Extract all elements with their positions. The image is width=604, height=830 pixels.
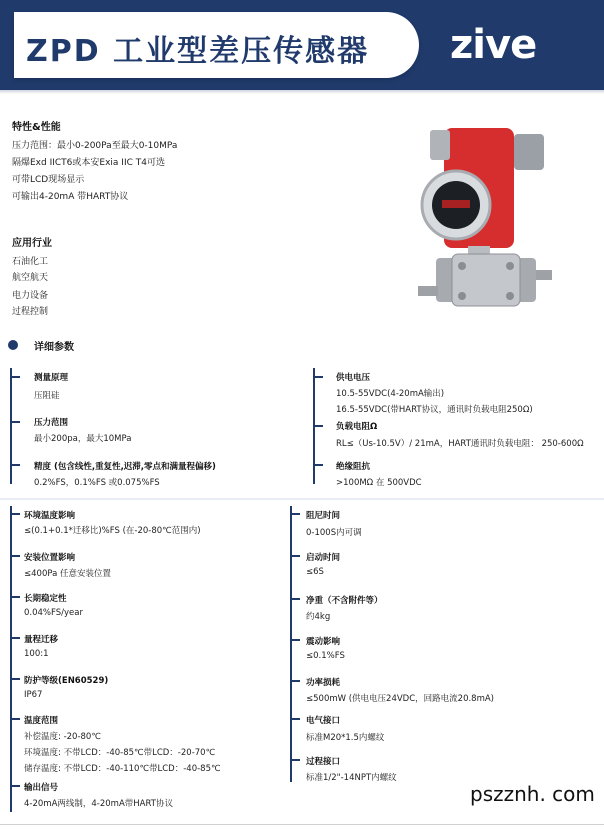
divider-bar (10, 506, 12, 812)
param-label: 精度 (包含线性,重复性,迟滞,零点和满量程偏移) (34, 462, 216, 472)
param-label: 启动时间 (306, 553, 341, 563)
param-value: ≤(0.1+0.1*迁移比)%FS (在-20-80℃范围内) (24, 526, 201, 536)
marker (10, 555, 20, 557)
marker (10, 637, 20, 639)
param-label: 功率损耗 (306, 678, 341, 688)
param-value: >100MΩ 在 500VDC (336, 478, 422, 488)
industry-item: 石油化工 (12, 257, 49, 267)
param-value: 标准M20*1.5内螺纹 (306, 733, 385, 743)
param-value: 最小200pa，最大10MPa (34, 434, 132, 444)
param-label: 压力范围 (34, 418, 69, 428)
param-label: 供电电压 (336, 373, 371, 383)
marker (290, 555, 300, 557)
marker (10, 464, 20, 466)
feature-item: 可带LCD现场显示 (12, 175, 85, 185)
param-label: 绝缘阻抗 (336, 462, 371, 472)
industry-item: 航空航天 (12, 273, 49, 283)
marker (290, 639, 300, 641)
param-value: 储存温度: 不带LCD：-40-110℃带LCD：-40-85℃ (24, 764, 221, 774)
param-label: 安装位置影响 (24, 553, 76, 563)
bottom-border (0, 824, 604, 825)
param-label: 量程迁移 (24, 635, 59, 645)
param-value: 16.5-55VDC(带HART协议，通讯时负载电阻250Ω) (336, 405, 533, 415)
param-value: 补偿温度: -20-80℃ (24, 732, 101, 742)
param-label: 净重（不含附件等） (306, 596, 383, 606)
param-value: IP67 (24, 690, 43, 700)
param-value: 0-100S内可调 (306, 528, 362, 538)
param-value: 0.2%FS，0.1%FS 或0.075%FS (34, 478, 160, 488)
param-label: 温度范围 (24, 716, 59, 726)
param-label: 长期稳定性 (24, 594, 67, 604)
industry-item: 电力设备 (12, 291, 49, 301)
param-value: ≤0.1%FS (306, 651, 345, 661)
param-label: 过程接口 (306, 757, 341, 767)
industry-item: 过程控制 (12, 307, 49, 317)
marker (10, 718, 20, 720)
param-value: 4-20mA两线制，4-20mA带HART协议 (24, 799, 173, 809)
marker (313, 464, 323, 466)
param-label: 电气接口 (306, 716, 341, 726)
divider-bar (10, 368, 12, 484)
marker (10, 513, 20, 515)
marker (313, 425, 323, 427)
marker (290, 598, 300, 600)
section-divider (0, 498, 604, 500)
param-value: ≤500mW (供电电压24VDC，回路电流20.8mA) (306, 694, 494, 704)
feature-item: 隔爆Exd IICT6或本安Exia IIC T4可选 (12, 158, 165, 168)
param-label: 环境温度影响 (24, 511, 76, 521)
param-value: 压阻硅 (34, 391, 60, 401)
param-label: 负载电阻Ω (336, 422, 378, 432)
page-title: ZPD 工业型差压传感器 (26, 34, 370, 69)
watermark-text: pszznh. com (470, 782, 595, 806)
param-label: 测量原理 (34, 373, 69, 383)
feature-item: 压力范围：最小0-200Pa至最大0-10MPa (12, 141, 178, 151)
param-value: ≤6S (306, 567, 324, 577)
param-value: 0.04%FS/year (24, 608, 83, 618)
marker (290, 680, 300, 682)
brand-logo: zive (450, 22, 537, 68)
marker (290, 759, 300, 761)
marker (10, 376, 20, 378)
header-banner (0, 0, 604, 90)
param-value: ≤400Pa 任意安装位置 (24, 569, 112, 579)
features-title: 特性&性能 (12, 122, 61, 133)
marker (313, 376, 323, 378)
param-value: 100:1 (24, 649, 49, 659)
param-label: 阻尼时间 (306, 511, 341, 521)
marker (10, 596, 20, 598)
product-image (396, 120, 566, 320)
marker (10, 785, 20, 787)
param-value: 环境温度: 不带LCD：-40-85℃带LCD：-20-70℃ (24, 748, 216, 758)
marker (10, 421, 20, 423)
marker (10, 678, 20, 680)
marker (290, 513, 300, 515)
param-value: 约4kg (306, 612, 331, 622)
param-value: 标准1/2"-14NPT内螺纹 (306, 773, 397, 783)
marker (290, 718, 300, 720)
header-shadow (0, 90, 604, 94)
param-label: 防护等级(EN60529) (24, 676, 109, 686)
param-value: 10.5-55VDC(4-20mA输出) (336, 389, 445, 399)
param-label: 震动影响 (306, 637, 341, 647)
feature-item: 可输出4-20mA 带HART协议 (12, 192, 129, 202)
industries-title: 应用行业 (12, 238, 52, 249)
detail-title: 详细参数 (34, 342, 74, 353)
bullet-dot (8, 340, 18, 350)
param-value: RL≤（Us-10.5V）/ 21mA，HART通讯时负载电阻： 250-600Ω (336, 439, 584, 449)
divider-bar (290, 506, 292, 782)
param-label: 输出信号 (24, 783, 59, 793)
